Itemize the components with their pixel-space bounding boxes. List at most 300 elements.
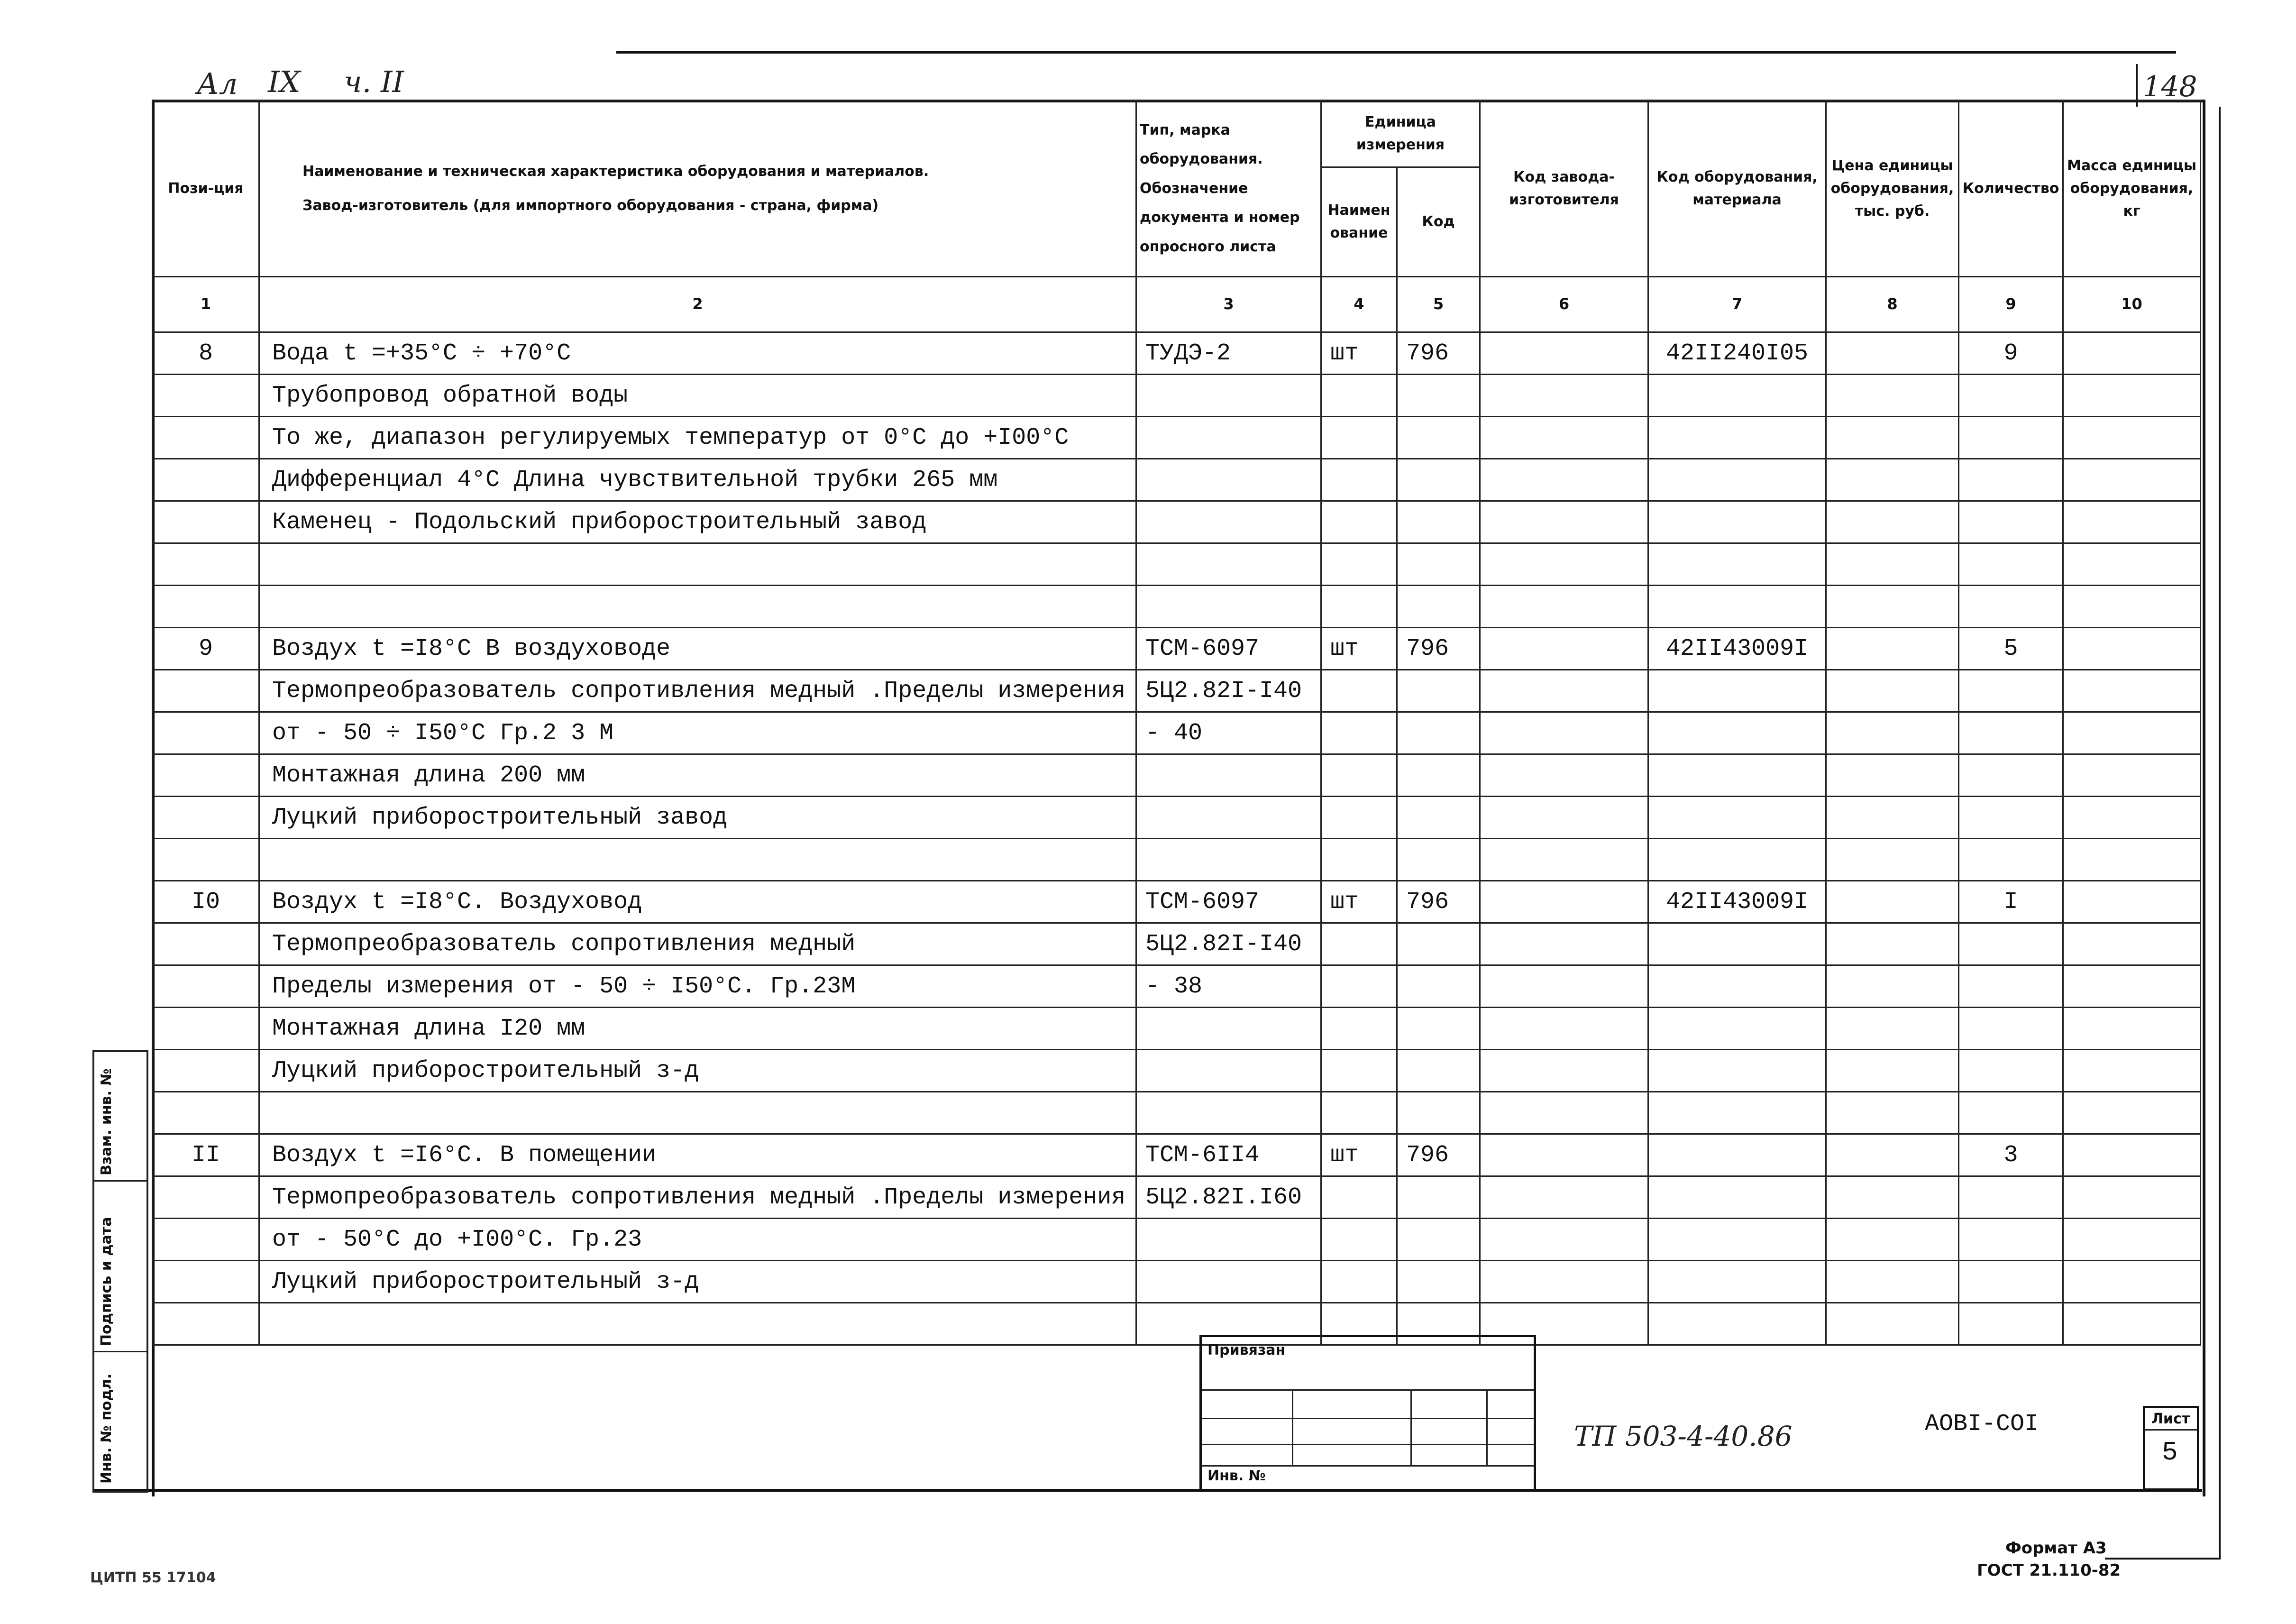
specification-body (153, 332, 2201, 1345)
row-mass (2063, 1008, 2201, 1050)
row-unit (1321, 754, 1397, 797)
row-price (1826, 628, 1959, 670)
row-position (153, 1008, 259, 1050)
row-unit-code (1397, 543, 1480, 586)
row-type (1136, 1050, 1321, 1092)
table-row (153, 1050, 2201, 1092)
table-row (153, 965, 2201, 1008)
row-price (1826, 670, 1959, 712)
row-price (1826, 543, 1959, 586)
row-maker-code (1480, 543, 1648, 586)
row-type: ТУДЭ-2 (1136, 332, 1321, 375)
row-price (1826, 1008, 1959, 1050)
sheet-label: Лист (2151, 1411, 2190, 1427)
row-mass (2063, 586, 2201, 628)
row-position (153, 1050, 259, 1092)
row-type (1136, 543, 1321, 586)
row-unit-code (1397, 797, 1480, 839)
sheet-number: 5 (2162, 1437, 2178, 1468)
row-unit-code (1397, 459, 1480, 501)
row-quantity (1959, 543, 2063, 586)
row-maker-code (1480, 1008, 1648, 1050)
row-type (1136, 1008, 1321, 1050)
row-unit-code (1397, 965, 1480, 1008)
table-row (153, 839, 2201, 881)
header-quantity: Количество (1959, 101, 2063, 277)
specification-table (152, 100, 2201, 1346)
row-unit (1321, 375, 1397, 417)
row-unit-code: 796 (1397, 628, 1480, 670)
row-unit (1321, 1219, 1397, 1261)
gost-label: ГОСТ 21.110-82 (1977, 1561, 2121, 1580)
table-row (153, 375, 2201, 417)
row-price (1826, 417, 1959, 459)
row-equipment-code (1648, 839, 1826, 881)
row-unit (1321, 501, 1397, 543)
row-price (1826, 332, 1959, 375)
row-mass (2063, 459, 2201, 501)
row-quantity: 5 (1959, 628, 2063, 670)
table-row (153, 417, 2201, 459)
header-price: Цена единицы оборудования, тыс. руб. (1826, 101, 1959, 277)
row-position (153, 754, 259, 797)
row-position (153, 543, 259, 586)
row-quantity (1959, 1176, 2063, 1219)
row-equipment-code (1648, 1008, 1826, 1050)
row-name: Монтажная длина I20 мм (259, 1008, 1136, 1050)
document-code: AOBI-COI (1925, 1411, 2039, 1438)
row-equipment-code (1648, 1134, 1826, 1176)
table-row (153, 712, 2201, 754)
row-mass (2063, 712, 2201, 754)
row-mass (2063, 1303, 2201, 1345)
row-unit (1321, 797, 1397, 839)
row-maker-code (1480, 628, 1648, 670)
row-quantity (1959, 586, 2063, 628)
row-unit (1321, 1261, 1397, 1303)
header-type: Тип, марка оборудования. Обозначение документа и номер опросного листа (1136, 101, 1321, 277)
table-row (153, 1008, 2201, 1050)
row-unit (1321, 1050, 1397, 1092)
binding-label: Привязан (1207, 1342, 1286, 1358)
header-mass: Масса единицы оборудования, кг (2063, 101, 2201, 277)
row-position (153, 923, 259, 965)
row-maker-code (1480, 1050, 1648, 1092)
row-mass (2063, 332, 2201, 375)
row-unit: шт (1321, 1134, 1397, 1176)
row-maker-code (1480, 1176, 1648, 1219)
row-type: 5Ц2.82I-I40 (1136, 923, 1321, 965)
row-quantity (1959, 670, 2063, 712)
column-number-9: 9 (1959, 277, 2063, 332)
row-unit-code (1397, 586, 1480, 628)
row-unit-code (1397, 670, 1480, 712)
row-unit-code (1397, 1219, 1480, 1261)
table-row (153, 586, 2201, 628)
row-name (259, 1303, 1136, 1345)
row-unit (1321, 712, 1397, 754)
row-mass (2063, 628, 2201, 670)
row-quantity (1959, 712, 2063, 754)
row-position (153, 1092, 259, 1134)
row-position (153, 670, 259, 712)
row-equipment-code (1648, 459, 1826, 501)
row-maker-code (1480, 417, 1648, 459)
row-equipment-code (1648, 965, 1826, 1008)
row-unit-code (1397, 375, 1480, 417)
table-row (153, 881, 2201, 923)
row-unit-code (1397, 712, 1480, 754)
table-row (153, 670, 2201, 712)
row-unit-code (1397, 417, 1480, 459)
header-unit-name: Наименование (1321, 167, 1397, 277)
row-position (153, 501, 259, 543)
row-price (1826, 965, 1959, 1008)
row-price (1826, 797, 1959, 839)
row-equipment-code (1648, 1176, 1826, 1219)
row-type: ТСМ-6097 (1136, 628, 1321, 670)
row-mass (2063, 1261, 2201, 1303)
row-type (1136, 375, 1321, 417)
row-unit-code: 796 (1397, 1134, 1480, 1176)
row-unit-code (1397, 754, 1480, 797)
outer-frame-right (2219, 107, 2221, 1558)
table-row (153, 332, 2201, 375)
row-price (1826, 1176, 1959, 1219)
row-equipment-code (1648, 501, 1826, 543)
row-type: ТСМ-6097 (1136, 881, 1321, 923)
table-row (153, 1092, 2201, 1134)
header-maker-code: Код завода-изготовителя (1480, 101, 1648, 277)
column-number-row (153, 277, 2201, 332)
row-maker-code (1480, 1261, 1648, 1303)
row-equipment-code (1648, 754, 1826, 797)
row-position (153, 965, 259, 1008)
row-unit-code: 796 (1397, 881, 1480, 923)
row-position (153, 1303, 259, 1345)
row-equipment-code (1648, 712, 1826, 754)
row-quantity (1959, 839, 2063, 881)
row-equipment-code (1648, 543, 1826, 586)
row-position (153, 1219, 259, 1261)
row-name: Термопреобразователь сопротивления медный .Пределы измерения (259, 1176, 1136, 1219)
column-number-6: 6 (1480, 277, 1648, 332)
row-maker-code (1480, 1134, 1648, 1176)
header-name (259, 101, 1136, 277)
format-label: Формат А3 (2005, 1539, 2107, 1558)
sheet-box (2143, 1406, 2199, 1490)
table-row (153, 628, 2201, 670)
row-unit (1321, 965, 1397, 1008)
row-position: 9 (153, 628, 259, 670)
row-price (1826, 375, 1959, 417)
row-maker-code (1480, 501, 1648, 543)
row-unit-code (1397, 1008, 1480, 1050)
row-equipment-code (1648, 1303, 1826, 1345)
row-name: Монтажная длина 200 мм (259, 754, 1136, 797)
outer-frame-bottom (2105, 1558, 2221, 1560)
column-number-1: 1 (153, 277, 259, 332)
row-price (1826, 1303, 1959, 1345)
top-note-3: ч. II (344, 64, 404, 99)
row-name: от - 50 ÷ I50°С Гр.2 3 М (259, 712, 1136, 754)
row-name: Вода t =+35°C ÷ +70°C (259, 332, 1136, 375)
top-note-1: Ал (197, 66, 238, 101)
row-maker-code (1480, 1092, 1648, 1134)
row-quantity (1959, 417, 2063, 459)
row-price (1826, 1050, 1959, 1092)
row-maker-code (1480, 375, 1648, 417)
row-price (1826, 1134, 1959, 1176)
table-row (153, 1134, 2201, 1176)
row-type (1136, 586, 1321, 628)
row-position (153, 459, 259, 501)
row-type (1136, 839, 1321, 881)
row-mass (2063, 670, 2201, 712)
row-type (1136, 1092, 1321, 1134)
row-name: Каменец - Подольский приборостроительный завод (259, 501, 1136, 543)
side-original-inv: Инв. № подл. (98, 1373, 115, 1484)
column-number-8: 8 (1826, 277, 1959, 332)
row-mass (2063, 1050, 2201, 1092)
row-equipment-code: 42II240I05 (1648, 332, 1826, 375)
row-mass (2063, 1219, 2201, 1261)
row-maker-code (1480, 712, 1648, 754)
row-equipment-code (1648, 417, 1826, 459)
row-unit (1321, 543, 1397, 586)
row-price (1826, 459, 1959, 501)
row-quantity (1959, 1219, 2063, 1261)
row-maker-code (1480, 881, 1648, 923)
row-position (153, 375, 259, 417)
row-quantity (1959, 797, 2063, 839)
row-position (153, 797, 259, 839)
side-signature-date: Подпись и дата (98, 1217, 115, 1346)
table-row (153, 797, 2201, 839)
row-maker-code (1480, 670, 1648, 712)
row-equipment-code (1648, 1050, 1826, 1092)
row-unit-code (1397, 501, 1480, 543)
row-name: Дифференциал 4°С Длина чувствительной трубки 265 мм (259, 459, 1136, 501)
row-quantity (1959, 965, 2063, 1008)
project-code: ТП 503-4-40.86 (1574, 1420, 1793, 1452)
row-maker-code (1480, 797, 1648, 839)
row-name: Воздух t =I8°С. Воздуховод (259, 881, 1136, 923)
row-mass (2063, 375, 2201, 417)
row-price (1826, 1261, 1959, 1303)
row-name: Трубопровод обратной воды (259, 375, 1136, 417)
row-equipment-code (1648, 797, 1826, 839)
row-unit: шт (1321, 628, 1397, 670)
row-quantity: 3 (1959, 1134, 2063, 1176)
row-unit-code (1397, 1050, 1480, 1092)
table-row (153, 501, 2201, 543)
row-unit (1321, 1092, 1397, 1134)
row-mass (2063, 881, 2201, 923)
footer-left-label: ЦИТП 55 17104 (90, 1569, 216, 1586)
row-quantity (1959, 923, 2063, 965)
row-quantity (1959, 459, 2063, 501)
row-equipment-code (1648, 375, 1826, 417)
row-unit: шт (1321, 332, 1397, 375)
row-type (1136, 1219, 1321, 1261)
column-number-5: 5 (1397, 277, 1480, 332)
row-type (1136, 797, 1321, 839)
row-name: Луцкий приборостроительный з-д (259, 1050, 1136, 1092)
row-unit (1321, 1176, 1397, 1219)
row-price (1826, 881, 1959, 923)
row-position (153, 586, 259, 628)
row-unit (1321, 839, 1397, 881)
row-type (1136, 417, 1321, 459)
row-name: Термопреобразователь сопротивления медный (259, 923, 1136, 965)
row-position (153, 839, 259, 881)
row-type: - 38 (1136, 965, 1321, 1008)
row-position: II (153, 1134, 259, 1176)
column-number-4: 4 (1321, 277, 1397, 332)
row-maker-code (1480, 459, 1648, 501)
row-mass (2063, 501, 2201, 543)
header-unit: Единица измерения (1321, 101, 1480, 167)
row-type: 5Ц2.82I-I40 (1136, 670, 1321, 712)
row-quantity: 9 (1959, 332, 2063, 375)
row-mass (2063, 1134, 2201, 1176)
row-name: Воздух t =I6°С. В помещении (259, 1134, 1136, 1176)
row-maker-code (1480, 965, 1648, 1008)
row-equipment-code (1648, 670, 1826, 712)
row-maker-code (1480, 332, 1648, 375)
row-maker-code (1480, 839, 1648, 881)
row-price (1826, 839, 1959, 881)
row-name: от - 50°С до +I00°С. Гр.23 (259, 1219, 1136, 1261)
row-position (153, 417, 259, 459)
row-position (153, 1176, 259, 1219)
row-maker-code (1480, 1219, 1648, 1261)
row-equipment-code (1648, 1219, 1826, 1261)
binding-stamp (1199, 1335, 1536, 1491)
row-quantity (1959, 1261, 2063, 1303)
row-equipment-code: 42II43009I (1648, 628, 1826, 670)
row-unit-code (1397, 1261, 1480, 1303)
top-note-2: IX (268, 64, 301, 99)
row-equipment-code (1648, 923, 1826, 965)
row-quantity (1959, 375, 2063, 417)
row-name: Термопреобразователь сопротивления медный .Пределы измерения (259, 670, 1136, 712)
row-unit (1321, 586, 1397, 628)
table-row (153, 459, 2201, 501)
row-equipment-code (1648, 586, 1826, 628)
table-row (153, 1176, 2201, 1219)
table-row (153, 754, 2201, 797)
row-type (1136, 459, 1321, 501)
column-number-3: 3 (1136, 277, 1321, 332)
side-replace-inv: Взам. инв. № (98, 1068, 115, 1175)
row-position (153, 1261, 259, 1303)
inventory-label: Инв. № (1207, 1468, 1266, 1484)
header-name-line1: Наименование и техническая характеристика оборудования и материалов. (302, 163, 929, 180)
column-number-10: 10 (2063, 277, 2201, 332)
row-mass (2063, 417, 2201, 459)
row-unit (1321, 459, 1397, 501)
row-quantity (1959, 1008, 2063, 1050)
row-mass (2063, 1092, 2201, 1134)
table-row (153, 543, 2201, 586)
row-name: Воздух t =I8°С В воздуховоде (259, 628, 1136, 670)
table-row (153, 1303, 2201, 1345)
row-type (1136, 1261, 1321, 1303)
row-type: ТСМ-6II4 (1136, 1134, 1321, 1176)
row-unit (1321, 417, 1397, 459)
header-unit-code: Код (1397, 167, 1480, 277)
row-maker-code (1480, 923, 1648, 965)
row-mass (2063, 965, 2201, 1008)
row-type (1136, 754, 1321, 797)
row-name (259, 586, 1136, 628)
row-price (1826, 712, 1959, 754)
row-unit (1321, 1008, 1397, 1050)
row-quantity (1959, 501, 2063, 543)
header-equipment-code: Код оборудования, материала (1648, 101, 1826, 277)
page-number: 148 (2143, 70, 2197, 103)
row-unit: шт (1321, 881, 1397, 923)
row-type (1136, 501, 1321, 543)
table-row (153, 923, 2201, 965)
row-position: 8 (153, 332, 259, 375)
row-quantity: I (1959, 881, 2063, 923)
row-name: Луцкий приборостроительный з-д (259, 1261, 1136, 1303)
row-unit-code: 796 (1397, 332, 1480, 375)
header-name-line2: Завод-изготовитель (для импортного оборудования - страна, фирма) (302, 197, 879, 214)
row-unit-code (1397, 923, 1480, 965)
column-number-7: 7 (1648, 277, 1826, 332)
row-unit (1321, 670, 1397, 712)
row-unit-code (1397, 839, 1480, 881)
row-mass (2063, 797, 2201, 839)
row-name (259, 839, 1136, 881)
row-equipment-code (1648, 1092, 1826, 1134)
row-quantity (1959, 1092, 2063, 1134)
row-name: То же, диапазон регулируемых температур от 0°С до +I00°С (259, 417, 1136, 459)
row-position: I0 (153, 881, 259, 923)
row-maker-code (1480, 754, 1648, 797)
header-position: Пози-ция (153, 101, 259, 277)
row-equipment-code (1648, 1261, 1826, 1303)
row-mass (2063, 754, 2201, 797)
row-price (1826, 1219, 1959, 1261)
bottom-frame-line (92, 1489, 2202, 1492)
row-unit-code (1397, 1092, 1480, 1134)
top-line (616, 51, 2176, 54)
row-position (153, 712, 259, 754)
row-maker-code (1480, 586, 1648, 628)
row-name: Пределы измерения от - 50 ÷ I50°С. Гр.23М (259, 965, 1136, 1008)
row-equipment-code: 42II43009I (1648, 881, 1826, 923)
row-price (1826, 923, 1959, 965)
row-unit-code (1397, 1176, 1480, 1219)
table-row (153, 1219, 2201, 1261)
row-mass (2063, 1176, 2201, 1219)
row-type: - 40 (1136, 712, 1321, 754)
row-price (1826, 1092, 1959, 1134)
row-unit (1321, 923, 1397, 965)
row-name: Луцкий приборостроительный завод (259, 797, 1136, 839)
row-price (1826, 586, 1959, 628)
row-quantity (1959, 754, 2063, 797)
row-mass (2063, 923, 2201, 965)
row-price (1826, 754, 1959, 797)
row-price (1826, 501, 1959, 543)
row-mass (2063, 839, 2201, 881)
